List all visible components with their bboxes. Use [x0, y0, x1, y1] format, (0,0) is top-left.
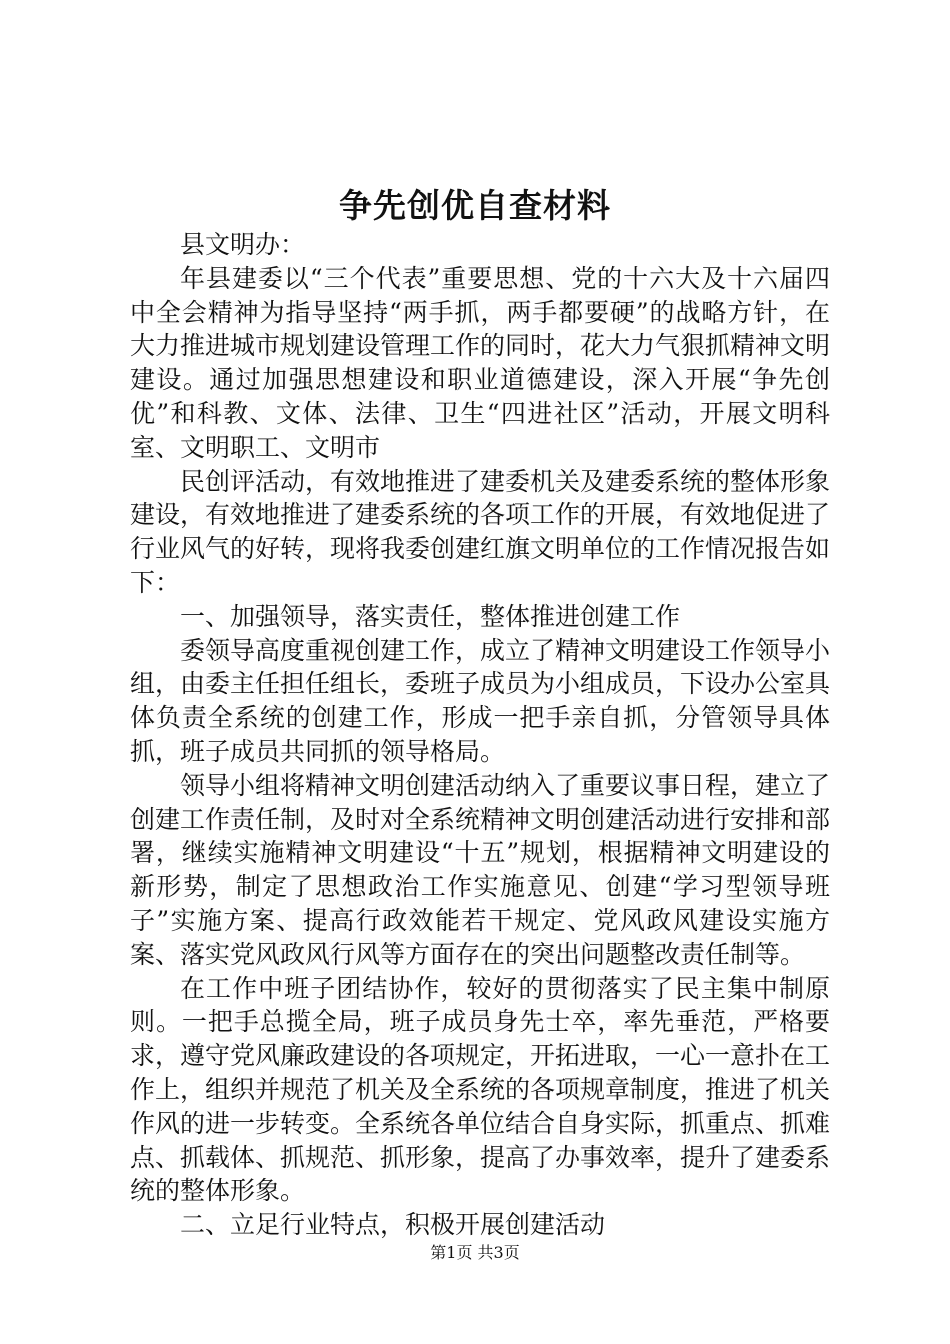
- document-body: [130, 228, 830, 1242]
- paragraph: 民创评活动，有效地推进了建委机关及建委系统的整体形象建设，有效地推进了建委系统的各项工作的开展，有效地促进了行业风气的好转，现将我委创建红旗文明单位的工作情况报告如下：: [130, 466, 831, 597]
- paragraph: 委领导高度重视创建工作，成立了精神文明建设工作领导小组，由委主任担任组长，委班子成员为小组成员，下设办公室具体负责全系统的创建工作，形成一把手亲自抓，分管领导具体抓，班子成员共同抓的领导格局。: [130, 635, 831, 766]
- document-title: 争先创优自查材料: [339, 186, 611, 225]
- page-footer: 第1页 共3页: [430, 1243, 520, 1262]
- section-heading: 一、加强领导，落实责任，整体推进创建工作: [180, 601, 681, 631]
- paragraph: 在工作中班子团结协作，较好的贯彻落实了民主集中制原则。一把手总揽全局，班子成员身先士卒，率先垂范，严格要求，遵守党风廉政建设的各项规定，开拓进取，一心一意扑在工作上，组织并规范了机关及全系统的各项规章制度，推进了机关作风的进一步转变。全系统各单位结合自身实际，抓重点、抓难点、抓载体、抓规范、抓形象，提高了办事效率，提升了建委系统的整体形象。: [130, 973, 831, 1206]
- paragraph: 领导小组将精神文明创建活动纳入了重要议事日程，建立了创建工作责任制，及时对全系统精神文明创建活动进行安排和部署，继续实施精神文明建设“十五”规划，根据精神文明建设的新形势，制定了思想政治工作实施意见、创建“学习型领导班子”实施方案、提高行政效能若干规定、党风政风建设实施方案、落实党风政风行风等方面存在的突出问题整改责任制等。: [130, 770, 831, 969]
- salutation: 县文明办：: [180, 230, 306, 259]
- section-heading: 二、立足行业特点，积极开展创建活动: [180, 1210, 606, 1240]
- paragraph: 年县建委以“三个代表”重要思想、党的十六大及十六届四中全会精神为指导坚持“两手抓，两手都要硬”的战略方针，在大力推进城市规划建设管理工作的同时，花大力气狠抓精神文明建设。通过加强思想建设和职业道德建设，深入开展“争先创优”和科教、文体、法律、卫生“四进社区”活动，开展文明科室、文明职工、文明市: [130, 263, 831, 462]
